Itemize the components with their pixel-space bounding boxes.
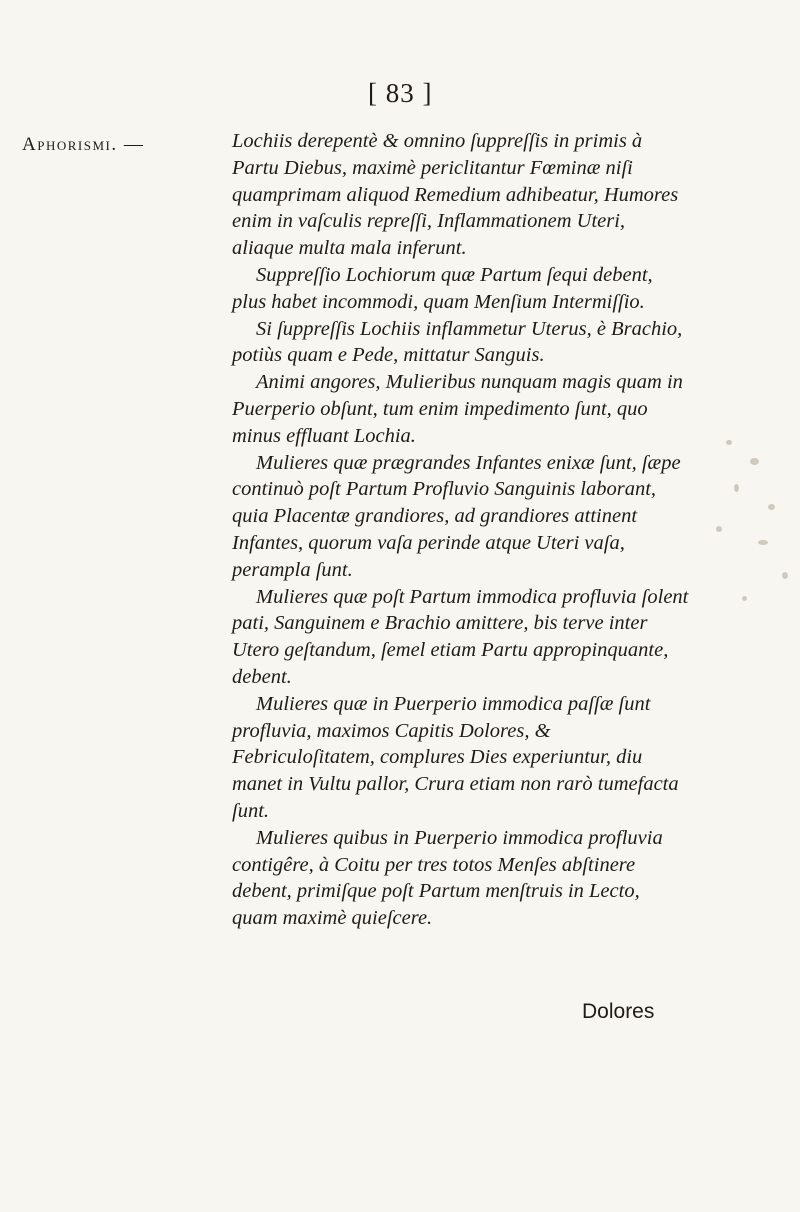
aphorism-paragraph: Lochiis derepentè & omnino ſuppreſſis in primis à Partu Diebus, maximè periclitantur Fœminæ niſi quamprimam aliquod Remedium adhibeatur, Humores enim in vaſculis repreſſi, Inflammationem Uteri, aliaque multa mala inferunt. xyxy=(232,130,679,260)
page-number: [ 83 ] xyxy=(368,78,433,108)
aphorism-paragraph: Mulieres quibus in Puerperio immodica profluvia contigêre, à Coitu per tres totos Menſes abſtinere debent, primiſque poſt Partum menſtruis in Lecto, quam maximè quieſcere. xyxy=(232,826,663,930)
bleed-through-stain xyxy=(698,400,800,670)
margin-heading: Aphorismi. — xyxy=(22,134,145,155)
aphorism-paragraph: Mulieres quæ prægrandes Infantes enixæ ſunt, ſæpe continuò poſt Partum Profluvio Sanguinis laborant, quia Placentæ grandiores, ad grandiores attinent Infantes, quorum vaſa perinde atque Uteri vaſa, perampla ſunt. xyxy=(232,451,681,581)
aphorism-text-block xyxy=(232,128,690,932)
aphorism-paragraph: Mulieres quæ poſt Partum immodica profluvia ſolent pati, Sanguinem e Brachio amittere, bis terve inter Utero geſtandum, ſemel etiam Partu appropinquante, debent. xyxy=(232,585,689,688)
aphorism-paragraph: Suppreſſio Lochiorum quæ Partum ſequi debent, plus habet incommodi, quam Menſium Intermiſſio. xyxy=(232,263,653,313)
aphorism-paragraph: Animi angores, Mulieribus nunquam magis quam in Puerperio obſunt, tum enim impedimento ſunt, quo minus effluant Lochia. xyxy=(232,371,683,447)
catchword: Dolores xyxy=(582,1000,655,1023)
aphorism-paragraph: Si ſuppreſſis Lochiis inflammetur Uterus, è Brachio, potiùs quam e Pede, mittatur Sanguis. xyxy=(232,317,683,367)
aphorism-paragraph: Mulieres quæ in Puerperio immodica paſſæ ſunt profluvia, maximos Capitis Dolores, & Febriculoſitatem, complures Dies experiuntur, diu manet in Vultu pallor, Crura etiam non rarò tumefacta ſunt. xyxy=(232,692,679,822)
